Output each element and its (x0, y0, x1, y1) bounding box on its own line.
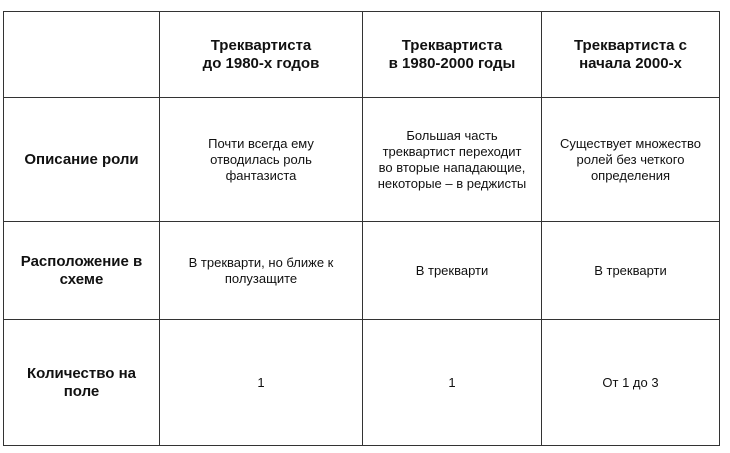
header-line: Треквартиста с (573, 36, 688, 54)
table-cell (363, 222, 542, 320)
header-row (4, 12, 720, 98)
cell-line: От 1 до 3 (602, 374, 659, 390)
row-header-line: поле (63, 382, 100, 400)
cell-line: В трекварти (415, 262, 489, 278)
table-row-count-on-field (4, 320, 720, 446)
table-cell (363, 98, 542, 222)
cell-line: некоторые – в реджисты (377, 175, 527, 191)
table-cell (160, 320, 363, 446)
table-cell (542, 98, 720, 222)
cell-line: фантазиста (225, 167, 297, 183)
cell-line: ролей без четкого (576, 151, 685, 167)
table-cell (160, 222, 363, 320)
comparison-table (3, 11, 720, 446)
cell-line: Почти всегда ему (208, 135, 314, 151)
table-cell (363, 320, 542, 446)
cell-line: Большая часть (406, 127, 498, 143)
table-row-role-description (4, 98, 720, 222)
row-header-count-on-field (4, 320, 160, 446)
column-header-pre-1980 (160, 12, 363, 98)
column-header-since-2000 (542, 12, 720, 98)
table-row-position-in-scheme (4, 222, 720, 320)
row-header-line: Расположение в (20, 252, 143, 270)
cell-line: 1 (257, 374, 265, 390)
row-header-line: Количество на (27, 364, 136, 382)
table-cell (542, 320, 720, 446)
corner-cell (4, 12, 160, 98)
cell-line: Существует множество (559, 135, 702, 151)
row-header-position-in-scheme (4, 222, 160, 320)
cell-line: 1 (448, 374, 456, 390)
cell-line: треквартист переходит (382, 143, 522, 159)
header-line: начала 2000-х (579, 54, 682, 72)
header-line: Треквартиста (210, 36, 312, 54)
column-header-1980-2000 (363, 12, 542, 98)
table-cell (160, 98, 363, 222)
cell-line: В трекварти, но ближе к (188, 254, 334, 270)
cell-line: отводилась роль (210, 151, 312, 167)
cell-line: во вторые нападающие, (378, 159, 526, 175)
header-line: до 1980-х годов (202, 54, 320, 72)
header-line: Треквартиста (401, 36, 503, 54)
row-header-role-description (4, 98, 160, 222)
table-cell (542, 222, 720, 320)
header-line: в 1980-2000 годы (388, 54, 516, 72)
row-header-line: Описание роли (24, 150, 139, 168)
row-header-line: схеме (59, 270, 104, 288)
cell-line: определения (590, 167, 671, 183)
cell-line: полузащите (224, 270, 298, 286)
cell-line: В трекварти (594, 262, 667, 278)
